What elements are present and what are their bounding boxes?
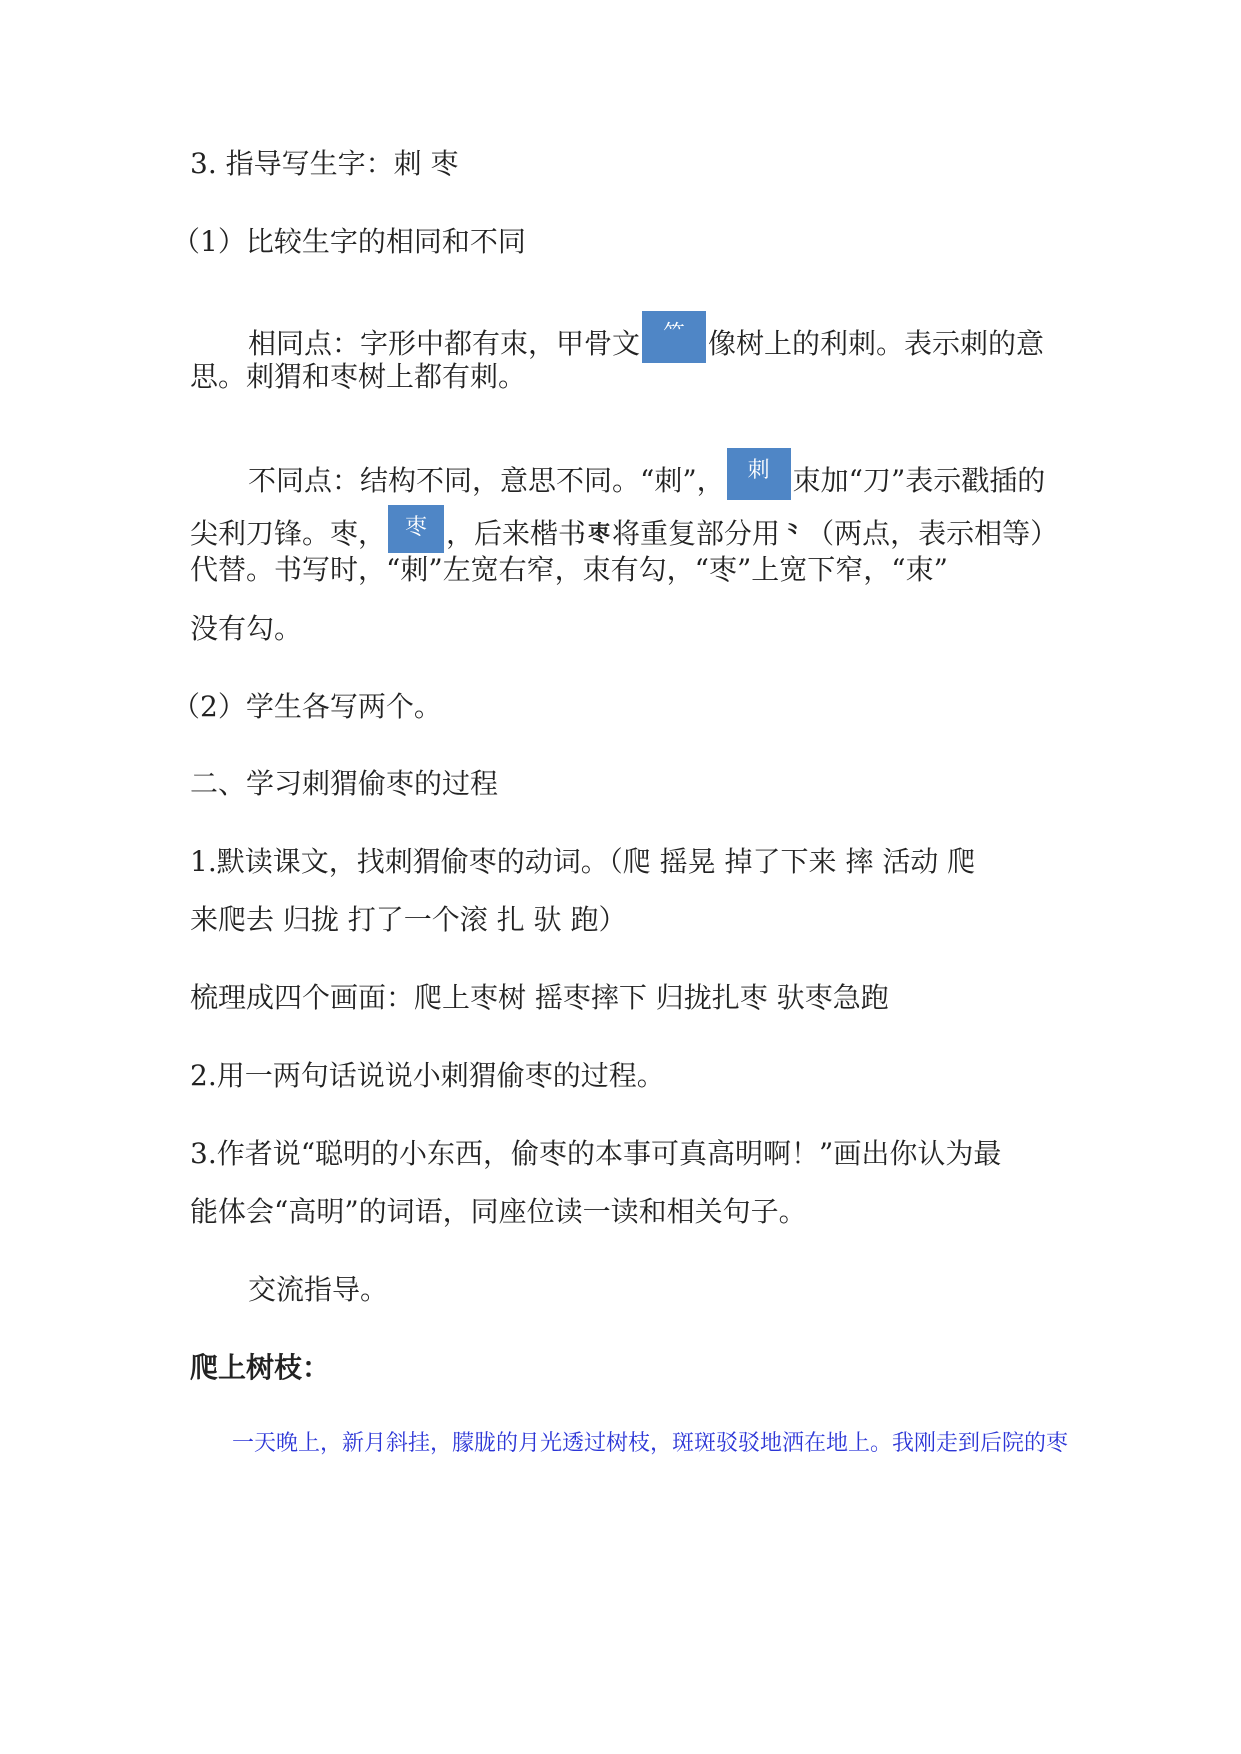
oracle-bone-zao-glyph-image [388,505,444,553]
section-2-heading: 二、学习刺猬偷枣的过程 [190,767,499,800]
bold-subheading: 爬上树枝： [190,1351,331,1384]
item-2: 2.用一两句话说说小刺猬偷枣的过程。 [190,1059,665,1092]
same-point-line-1 [248,311,1044,363]
diff-point-line-3: 代替。书写时，“刺”左宽右窄，朿有勾，“枣”上宽下窄，“朿” [190,553,948,586]
quoted-passage: 一天晚上，新月斜挂，朦胧的月光透过树枝，斑斑驳驳地洒在地上。我刚走到后院的枣 [232,1431,1069,1456]
sub-item-2: （2）学生各写两个。 [172,690,442,723]
diff-point-line-2 [190,505,1058,553]
same-point-label: 相同点：字形中都有朿，甲骨文 [248,327,641,360]
diff-point-label: 不同点：结构不同，意思不同。“刺”， [248,464,725,497]
diff-point-line-4: 没有勾。 [190,612,303,645]
diff-point-continued: 朿加“刀”表示戳插的 [792,464,1046,497]
item-3-line-2: 能体会“高明”的词语，同座位读一读和相关句子。 [190,1195,807,1228]
oracle-bone-glyph-image [642,311,706,363]
diff-text-a: 尖利刀锋。枣， [190,517,387,550]
diff-text-d: （两点，表示相等） [806,517,1059,550]
diff-text-c: 将重复部分用 [612,517,781,550]
exchange-guidance: 交流指导。 [248,1273,389,1306]
item-1-line-2: 来爬去 归拢 打了一个滚 扎 驮 跑） [190,903,627,936]
repeat-mark-glyph: ⺀ [782,521,805,547]
oracle-bone-ci-glyph-image [727,448,791,500]
summary-line: 梳理成四个画面：爬上枣树 摇枣摔下 归拢扎枣 驮枣急跑 [190,981,889,1014]
item-1-line-1: 1.默读课文，找刺猬偷枣的动词。（爬 摇晃 掉了下来 摔 活动 爬 [190,845,976,878]
kaishu-zao-glyph: 枣 [588,521,611,547]
same-point-continued: 像树上的利刺。表示刺的意 [708,327,1045,360]
oracle-glyph-text: ⺮ [663,321,686,346]
sub-item-1: （1）比较生字的相同和不同 [172,225,526,258]
heading-3: 3. 指导写生字：刺 枣 [190,147,459,180]
item-3-line-1: 3.作者说“聪明的小东西，偷枣的本事可真高明啊！”画出你认为最 [190,1137,1002,1170]
oracle-zao-glyph-text: 枣 [405,515,428,540]
diff-point-line-1 [248,448,1045,500]
same-point-line-2: 思。刺猬和枣树上都有刺。 [190,360,527,393]
diff-text-b: ，后来楷书 [446,517,587,550]
oracle-ci-glyph-text: 刺 [747,458,770,483]
